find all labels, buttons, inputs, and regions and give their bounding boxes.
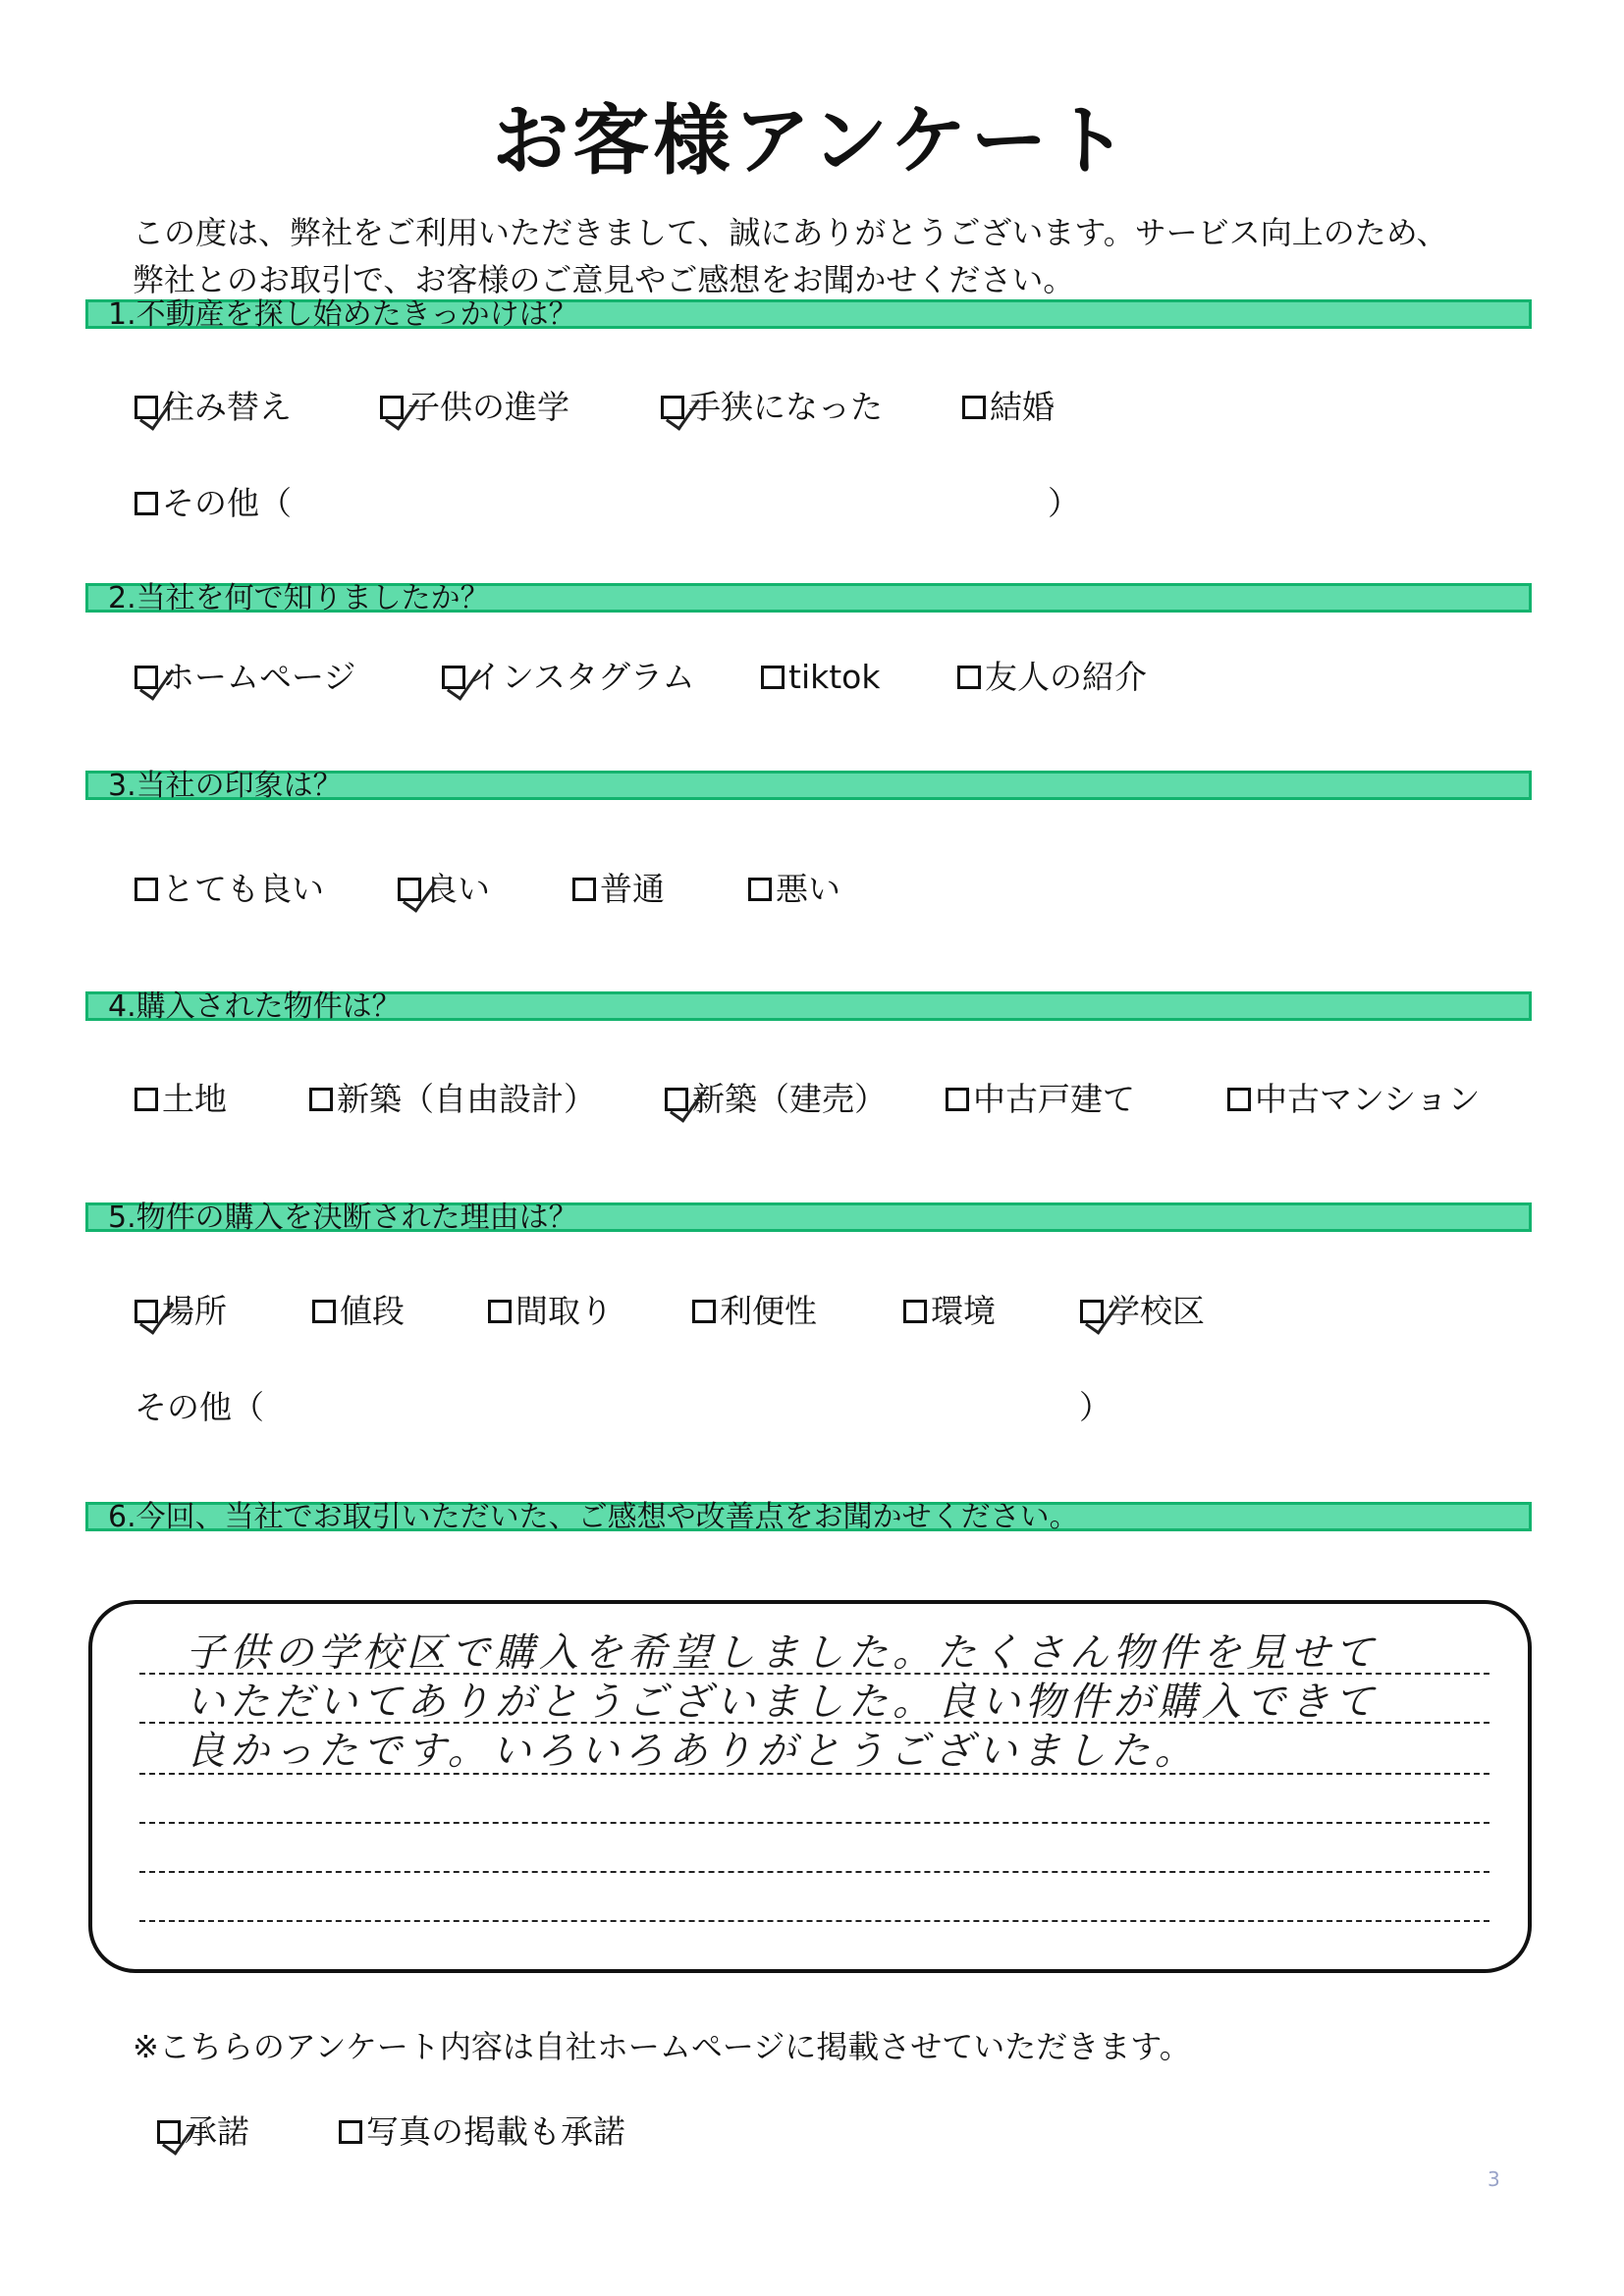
option-label: 土地 [162, 1080, 227, 1118]
checkbox[interactable] [692, 1300, 716, 1323]
intro-line-1: この度は、弊社をご利用いただきまして、誠にありがとうございます。サービス向上のため、 [133, 214, 1448, 251]
option-label: 学校区 [1108, 1292, 1205, 1330]
option-label: 住み替え [162, 388, 292, 426]
checkbox[interactable] [665, 1088, 688, 1111]
checkbox[interactable] [135, 878, 158, 901]
publish-notice: ※こちらのアンケート内容は自社ホームページに掲載させていただきます。 [133, 2028, 1191, 2065]
option-label: インスタグラム [469, 658, 695, 696]
checkbox[interactable] [135, 492, 158, 515]
option-label: 値段 [340, 1292, 405, 1330]
handwritten-line-2: いただいてありがとうございました。良い物件が購入できて [186, 1680, 1379, 1725]
q5-option-convenience[interactable] [692, 1292, 817, 1331]
checkbox[interactable] [748, 878, 772, 901]
q4-option-custom-build[interactable] [309, 1080, 596, 1119]
option-label: tiktok [788, 658, 881, 696]
consent-option-agree[interactable] [157, 2112, 249, 2152]
checkbox[interactable] [135, 666, 158, 689]
checkbox[interactable] [903, 1300, 927, 1323]
q4-option-land[interactable] [135, 1080, 227, 1119]
answer-rule [139, 1920, 1489, 1922]
checkbox[interactable] [488, 1300, 512, 1323]
checkbox[interactable] [309, 1088, 333, 1111]
checkbox[interactable] [398, 878, 421, 901]
checkbox[interactable] [442, 666, 465, 689]
other-label: その他（ [135, 1388, 264, 1426]
checkbox[interactable] [661, 396, 684, 419]
option-label: 普通 [600, 870, 665, 908]
answer-rule [139, 1871, 1489, 1873]
option-label: とても良い [162, 870, 324, 908]
consent-option-photo-agree[interactable] [339, 2112, 625, 2152]
q5-option-location[interactable] [135, 1292, 227, 1331]
q1-option-tesema[interactable] [661, 388, 883, 427]
checkbox[interactable] [135, 396, 158, 419]
option-label: 写真の掲載も承諾 [366, 2112, 625, 2151]
checkbox[interactable] [339, 2120, 362, 2144]
option-label: 結婚 [990, 388, 1055, 426]
option-label: 環境 [931, 1292, 996, 1330]
q5-option-school-district[interactable] [1080, 1292, 1205, 1331]
option-label: 手狭になった [688, 388, 883, 426]
option-label: ホームページ [162, 658, 356, 696]
other-close: ） [1048, 484, 1080, 522]
q1-header: 1.不動産を探し始めたきっかけは？ [85, 299, 1532, 329]
option-label: 承諾 [185, 2112, 249, 2151]
q2-header: 2.当社を何で知りましたか？ [85, 583, 1532, 613]
option-label: 良い [425, 870, 490, 908]
q1-option-sumikae[interactable] [135, 388, 292, 427]
checkbox[interactable] [572, 878, 596, 901]
option-label: 中古マンション [1255, 1080, 1481, 1118]
option-label: 間取り [515, 1292, 613, 1330]
q5-option-layout[interactable] [488, 1292, 613, 1331]
checkbox[interactable] [962, 396, 986, 419]
q1-option-kekkon[interactable] [962, 388, 1055, 427]
checkbox[interactable] [946, 1088, 969, 1111]
checkbox[interactable] [761, 666, 785, 689]
other-close: ） [1079, 1388, 1111, 1426]
q3-option-average[interactable] [572, 870, 665, 909]
comment-box[interactable] [88, 1600, 1532, 1973]
option-label: 利便性 [720, 1292, 817, 1330]
q3-option-bad[interactable] [748, 870, 840, 909]
other-label: その他（ [162, 484, 292, 522]
handwritten-line-3: 良かったです。いろいろありがとうございました。 [186, 1729, 1199, 1774]
q5-option-environment[interactable] [903, 1292, 996, 1331]
checkbox[interactable] [157, 2120, 181, 2144]
q4-option-ready-build[interactable] [665, 1080, 887, 1119]
checkbox[interactable] [135, 1088, 158, 1111]
q5-other [135, 1388, 1111, 1427]
option-label: 子供の進学 [407, 388, 569, 426]
q2-option-homepage[interactable] [135, 658, 355, 697]
q1-option-kodomo-shingaku[interactable] [380, 388, 569, 427]
checkbox[interactable] [957, 666, 981, 689]
handwritten-line-1: 子供の学校区で購入を希望しました。たくさん物件を見せて [186, 1630, 1379, 1676]
checkbox[interactable] [312, 1300, 336, 1323]
checkbox[interactable] [1227, 1088, 1251, 1111]
checkbox[interactable] [135, 1300, 158, 1323]
option-label: 新築（建売） [692, 1080, 887, 1118]
q6-header: 6.今回、当社でお取引いただいた、ご感想や改善点をお聞かせください。 [85, 1502, 1532, 1531]
q3-header: 3.当社の印象は？ [85, 771, 1532, 800]
q2-option-instagram[interactable] [442, 658, 695, 697]
option-label: 中古戸建て [973, 1080, 1135, 1118]
checkbox[interactable] [380, 396, 404, 419]
q4-header: 4.購入された物件は？ [85, 991, 1532, 1021]
q5-header: 5.物件の購入を決断された理由は？ [85, 1202, 1532, 1232]
option-label: 悪い [776, 870, 840, 908]
q1-option-other[interactable] [135, 484, 1080, 523]
checkbox[interactable] [1080, 1300, 1104, 1323]
answer-rule [139, 1822, 1489, 1824]
q2-option-friend[interactable] [957, 658, 1147, 697]
q2-option-tiktok[interactable] [761, 658, 880, 697]
page-number: 3 [1488, 2167, 1500, 2191]
survey-title: お客様アンケート [492, 97, 1132, 186]
option-label: 友人の紹介 [985, 658, 1147, 696]
q4-option-used-mansion[interactable] [1227, 1080, 1481, 1119]
q3-option-good[interactable] [398, 870, 490, 909]
q4-option-used-house[interactable] [946, 1080, 1135, 1119]
option-label: 新築（自由設計） [337, 1080, 596, 1118]
q5-option-price[interactable] [312, 1292, 405, 1331]
q3-option-very-good[interactable] [135, 870, 324, 909]
intro-text [133, 209, 1527, 303]
option-label: 場所 [162, 1292, 227, 1330]
intro-line-2: 弊社とのお取引で、お客様のご意見やご感想をお聞かせください。 [133, 261, 1075, 298]
